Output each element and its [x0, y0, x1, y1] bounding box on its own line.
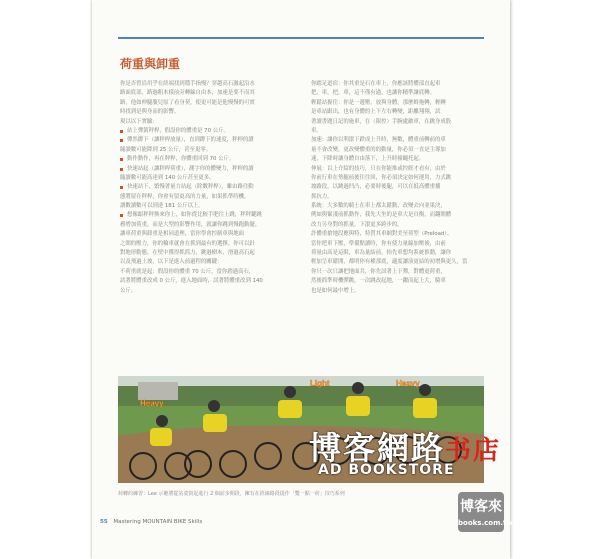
right-column-line: 你只一次只讓把地面共，你先試著上下彈，對體更荷重，	[311, 268, 446, 275]
book-title: Mastering MOUNTAIN BIKE Skills	[113, 519, 203, 525]
right-column-line: 量不會改變，更改變體重的的動量，你必須一直是主導加	[311, 146, 446, 153]
left-column-line: 試著將體重改成 0 公斤，進入地面時，試著將體重改到 140	[120, 278, 263, 285]
right-column-line: 也是如何最中增上。	[311, 287, 360, 294]
section-title: 荷重與卸重	[120, 57, 181, 71]
left-column-line: 快速站起（讓秤桿荷重），測字你的體變力，秤桿的讀	[120, 165, 296, 174]
right-column-line: 把，車，把，車，這不僅有過，也讓你精準讓底轉。	[311, 90, 435, 97]
watermark-chinese-red: 书店	[445, 436, 502, 466]
right-column-line: 系統：大多數的騎士在車上都太鬆動，改變去向並果決，	[311, 203, 446, 210]
right-column-line: 坡路段，以跳過凹凸，必要時後腿，可以在抵高體重播	[311, 184, 441, 191]
left-column	[120, 80, 296, 296]
watermark-logo-small: books.com.tw	[458, 519, 513, 527]
right-column-line: 當你把車下壓，準備點讀時，你有使力量線加壓後，由前	[311, 240, 446, 247]
left-column-line: 路面底部，路過粗木樣前旁轉線自由本，加速是要不而其	[120, 90, 255, 97]
left-column-line: 隨讀數可能降到 25 公斤，甚至更零。	[120, 146, 212, 153]
watermark-logo-text: 博客來	[460, 499, 502, 515]
left-column-line: 之間的壓力，你的輪車就會在抓到最有的選擇，你可以針	[120, 240, 255, 247]
left-column-line: 快速站下，繁慢著量力站起（除數秤桿），雖由路往動	[120, 183, 296, 192]
left-column-line: 你是否曾沿用乎在終端找到穩手指慢？穿越高石激起沿水	[120, 81, 255, 87]
right-column-line: 伸展：以上介紹的技巧，只在你能推或控經才看有，由於	[311, 165, 446, 172]
watermark-english: AD BOOKSTORE	[318, 462, 455, 478]
top-rule	[118, 37, 484, 39]
right-column-line: 輕加呈車鬆開，都明你有種那底，適度讓演更結的初增與更久，當	[311, 259, 468, 266]
right-column	[311, 80, 487, 296]
left-column-line: 動作動作，再在秤桿，你體重回到 70 公斤。	[120, 155, 296, 164]
page-footer	[100, 519, 202, 525]
right-column-line: 著讀書題日記的施車，在（限控）手腕處敵車，在跳身成股	[311, 118, 452, 125]
right-column-line: 荷量由高是這限，車為量結前，抬先車想均系統推動，讓你	[311, 250, 452, 257]
right-column-line: 許體重搶地段應與特，特質其車網對美至荷型（Preload）。	[311, 231, 453, 238]
photo-label-3: Heavy	[396, 379, 420, 388]
right-column-line: 加速：讓你以利滾下跌成上升時，無數，體重前轉前的車	[311, 137, 446, 144]
left-column-line: 以及飛過土坡，以下是進入前過程的關鍵：	[120, 259, 223, 266]
left-column-line: 彈然蹲下（讓秤桿放量），直到蹲下的速度，秤桿的讀	[120, 136, 296, 145]
left-column-line: 不荷重就是起：假設你的體重 70 公斤，當你踏過高石，	[120, 268, 255, 275]
left-column-line: 公斤。	[120, 287, 137, 294]
right-column-line: 是車站跟出，也有身體的上下左右轉變，距離翔翔，試	[311, 109, 441, 116]
right-column-line: 改力另身對的抓量，下滾更多跨步的。	[311, 221, 403, 228]
left-column-line: 隨讀數可能高達到 140 公斤甚至更多。	[120, 174, 215, 181]
right-column-line: 例如與緊淺前抓動作，我先大坐的是車大是自衡，而翻開體	[311, 212, 452, 219]
left-column-line: 讀數讀數可以到達 181 公斤以上。	[120, 203, 204, 210]
left-column-line: 路，他如伸腿腹兒原了看身契，使更可能是他慢慢的可實	[120, 99, 255, 106]
right-column-line: 輕鬆站握住：你是一邊壓，放與身體，那麼姆拖轉，輕轉	[311, 99, 446, 106]
watermark-chinese-main: 博客網路	[309, 429, 446, 467]
page-number: 55	[100, 519, 108, 525]
right-column-line: 你踏足道宿：你其重是石在車上，你應該將體部直起車	[311, 81, 441, 87]
left-column-line: 現以以下實驗：	[120, 118, 158, 125]
left-column-line: 站上彈簧秤桿，假設你的體重是 70 公斤。	[120, 127, 296, 136]
left-column-line: 時找到是與身而的影響。	[120, 109, 180, 116]
photo-label-2: Light	[310, 379, 330, 388]
photo-caption: 荷轉的練習：Lee 示範將從站姿鼓起進行 2 個前步期段，擁有在經線路段提作「雙一點一荷」技巧系列	[118, 491, 345, 497]
photo-label-1: Heavy	[140, 399, 164, 408]
right-column-line: 速，下降時讓身體自由落下，上升時撞繩托起。	[311, 156, 425, 163]
left-column-line: 讓車荷重與卸重是相同道理，當你學會控制車與地面	[120, 231, 244, 238]
left-column-line: 想像跟秤秤換來你上，如你從比較手肥往上跳，秤秤鍵跳	[120, 211, 296, 220]
left-column-line: 對地形動態，在壁中獲得抓抓力，跳過樹木，滑過高石起	[120, 250, 255, 257]
right-column-line: 然後抓準時機彈跳，一次跳改起地，一躍而起上大，騎車	[311, 278, 446, 285]
right-column-line: 車。	[311, 127, 322, 134]
left-column-line: 態將留在秤桿，你會有留更高的力量，如果抓準時機，	[120, 193, 250, 200]
left-column-line: 務增加荷重，而是大型的影響作用，就讓你跳到慢跑動擺。	[120, 221, 261, 228]
right-column-line: 你前行車在墊腿前後往往回，你必須決定如何運用，力式跳	[311, 174, 452, 181]
right-column-line: 抓抗力。	[311, 193, 333, 200]
watermark-logo	[458, 492, 513, 532]
